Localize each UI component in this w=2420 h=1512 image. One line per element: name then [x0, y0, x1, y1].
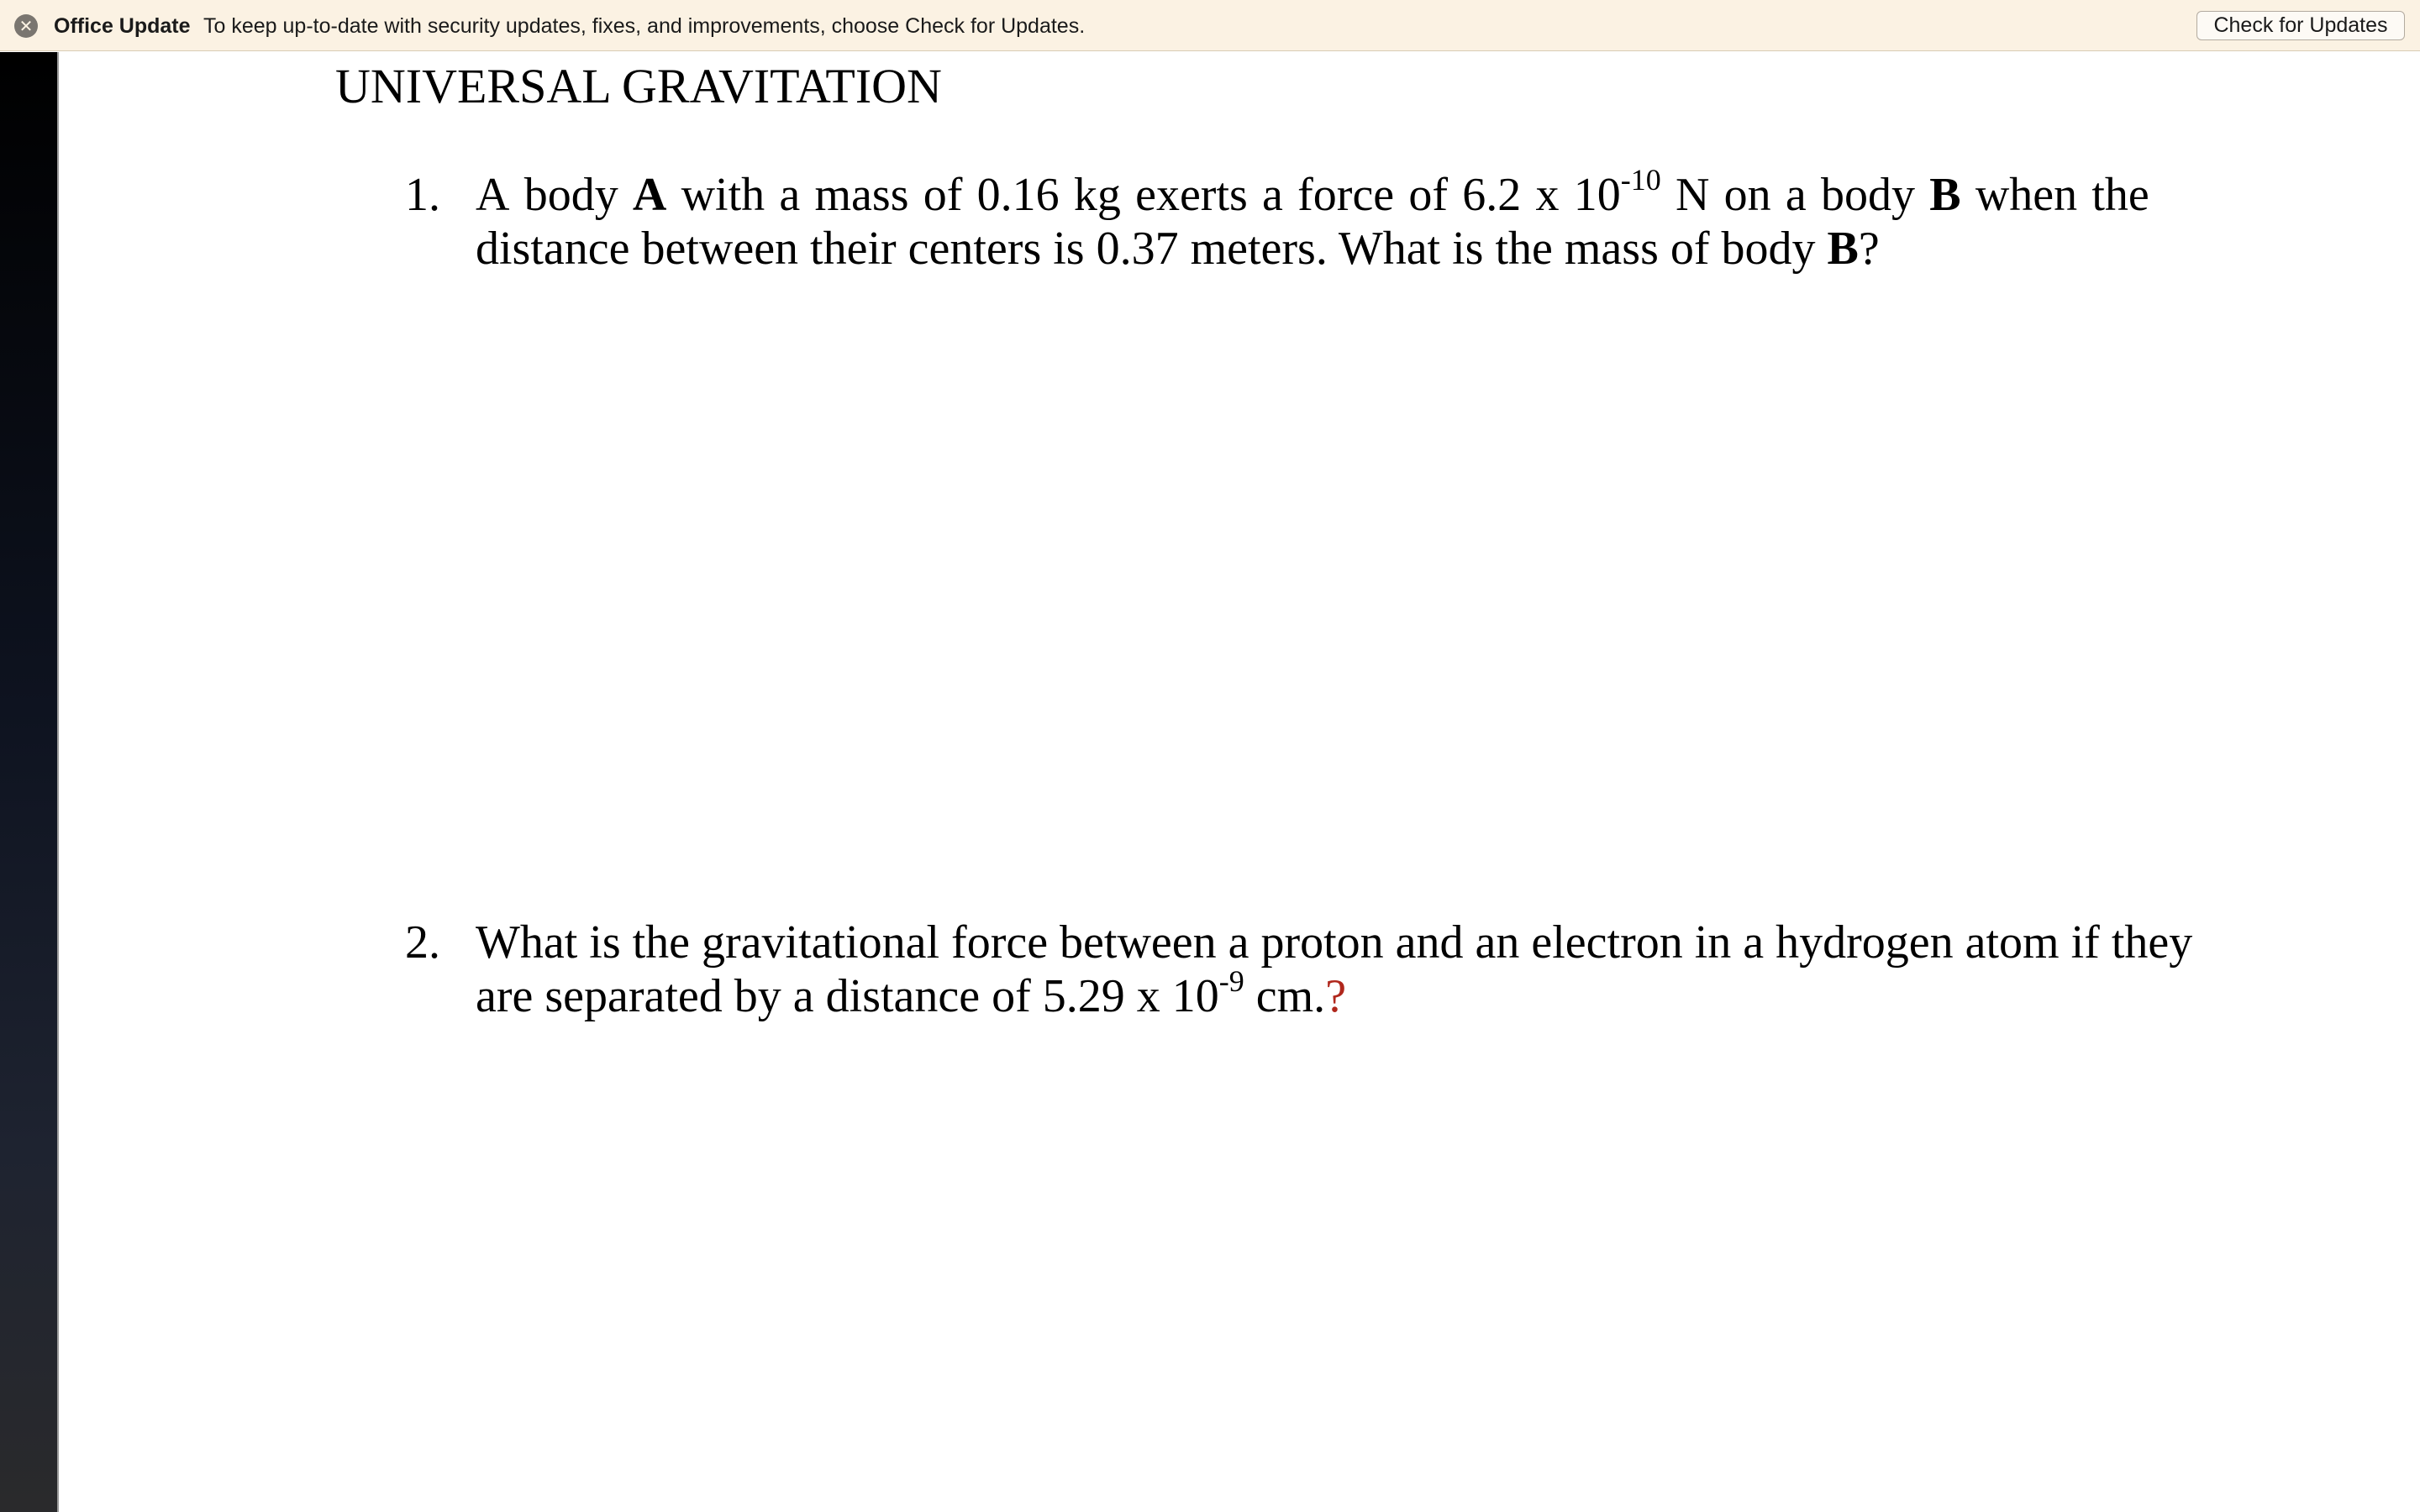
check-for-updates-button[interactable]: Check for Updates [2196, 11, 2405, 40]
notification-title: Office Update [54, 14, 191, 38]
word: a [1262, 169, 1283, 221]
word: kg [1073, 169, 1121, 221]
force-power [1573, 163, 1661, 222]
question-2-text [476, 916, 2193, 1023]
force-mantissa: 6.2 [1462, 169, 1522, 221]
line-text: distance between their centers is 0.37 meters. What is the mass of body [476, 223, 1828, 275]
word: when [1975, 169, 2078, 221]
word: a [1785, 169, 1807, 221]
body-b-label: B [1929, 169, 1961, 221]
question-1-number: 1. [405, 169, 440, 221]
word: body [523, 169, 618, 221]
word: exerts [1135, 169, 1248, 221]
word: on [1723, 169, 1771, 221]
line-text: are separated by a distance of 5.29 x 10 [476, 970, 1219, 1022]
word: force [1297, 169, 1395, 221]
office-update-bar [0, 0, 2420, 51]
question-2-line-1: What is the gravitational force between a proton and an electron in a hydrogen atom if they [476, 916, 2193, 969]
word: with [681, 169, 765, 221]
word: x [1535, 169, 1560, 221]
word: the [2091, 169, 2149, 221]
word: a [779, 169, 801, 221]
force-exponent: -10 [1620, 163, 1661, 197]
body-b-label: B [1827, 223, 1859, 275]
word: A [476, 169, 510, 221]
left-panel-background [0, 52, 57, 1512]
question-mark: ? [1325, 970, 1347, 1022]
word: N [1675, 169, 1710, 221]
page-title: UNIVERSAL GRAVITATION [335, 59, 942, 113]
word: body [1821, 169, 1915, 221]
left-panel-divider [57, 52, 59, 1512]
word: mass [814, 169, 909, 221]
distance-exponent: -9 [1218, 964, 1244, 999]
force-base: 10 [1573, 169, 1621, 221]
question-1-line-2 [476, 222, 2149, 276]
question-mark: ? [1858, 223, 1880, 275]
word: of [1408, 169, 1449, 221]
question-1-text [476, 163, 2149, 276]
question-2-line-2 [476, 964, 2149, 1023]
question-1-line-1 [476, 163, 2149, 222]
mass-value: 0.16 [976, 169, 1060, 221]
close-icon[interactable]: ✕ [14, 14, 38, 38]
line-text: cm. [1244, 970, 1326, 1022]
question-2-number: 2. [405, 916, 440, 969]
notification-message: To keep up-to-date with security updates, fixes, and improvements, choose Check for Updates. [203, 14, 1086, 38]
word: of [923, 169, 963, 221]
body-a-label: A [632, 169, 667, 221]
